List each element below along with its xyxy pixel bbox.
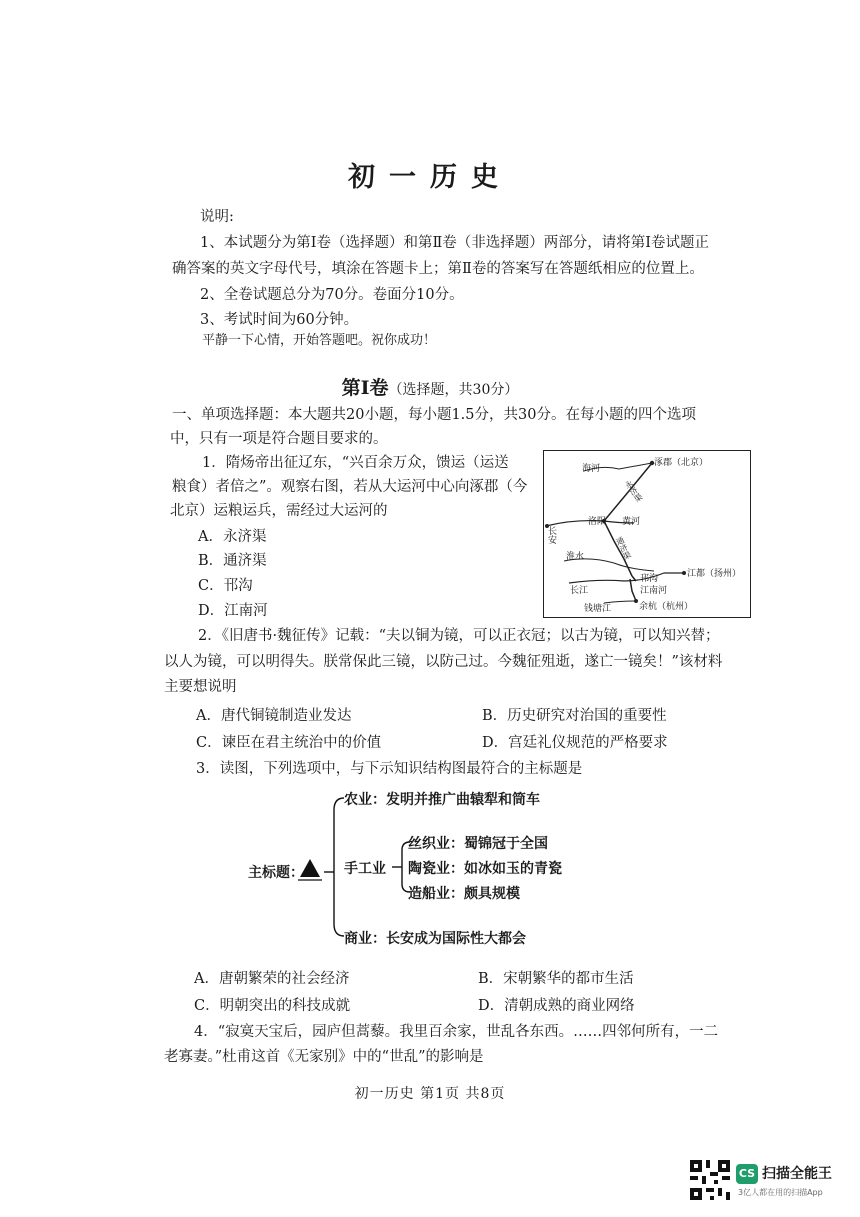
page-footer: 初一历史 第1页 共8页 — [354, 1086, 506, 1102]
q4-line-2: 老寡妻。”杜甫这首《无家别》中的“世乱”的影响是 — [164, 1049, 484, 1065]
part1-line-2: 中，只有一项是符合题目要求的。 — [170, 431, 388, 447]
map-label-yuhang: 余杭（杭州） — [639, 602, 694, 612]
q1-option-b: B．通济渠 — [198, 553, 267, 569]
jiangnanhe-line — [630, 579, 636, 601]
q1-line-3: 北京）运粮运兵，需经过大运河的 — [170, 503, 388, 519]
scanner-app-tagline: 3亿人都在用的扫描App — [738, 1188, 823, 1197]
q2-line-3: 主要想说明 — [164, 679, 237, 695]
section-title-sub: （选择题，共30分） — [388, 382, 519, 398]
q3-line-1: 3．读图，下列选项中，与下示知识结构图最符合的主标题是 — [196, 761, 583, 777]
map-label-luoyang: 洛阳 — [588, 517, 607, 527]
map-label-jiangdu: 江都（扬州） — [687, 569, 742, 579]
grand-canal-map — [543, 450, 751, 618]
intro-line-1b: 确答案的英文字母代号，填涂在答题卡上；第Ⅱ卷的答案写在答题纸相应的位置上。 — [172, 261, 704, 277]
map-label-jiangnanhe: 江南河 — [640, 586, 668, 596]
changjiang-line — [569, 573, 684, 583]
yuhang-dot — [634, 599, 638, 603]
intro-line-4: 平静一下心情，开始答题吧。祝你成功！ — [202, 333, 437, 348]
part1-line-1: 一、单项选择题：本大题共20小题，每小题1.5分，共30分。在每小题的四个选项 — [172, 407, 696, 423]
section-title-main: 第Ⅰ卷 — [341, 377, 389, 399]
diagram-main-title: 主标题： — [248, 865, 304, 881]
q3-option-c: C．明朝突出的科技成就 — [194, 998, 351, 1014]
page-title: 初一历史 — [348, 162, 512, 193]
map-label-qiantangjiang: 钱塘江 — [584, 604, 612, 614]
q2-option-b: B．历史研究对治国的重要性 — [482, 708, 667, 724]
q1-option-d: D．江南河 — [198, 603, 268, 619]
map-label-huanghe: 黄河 — [622, 517, 641, 527]
q3-option-d: D．清朝成熟的商业网络 — [478, 998, 635, 1014]
q4-line-1: 4．“寂寞天宝后，园庐但蒿藜。我里百余家，世乱各东西。……四邻何所有，一二 — [194, 1024, 719, 1040]
q2-line-2: 以人为镜，可以明得失。朕常保此三镜，以防己过。今魏征殂逝，遂亡一镜矣！”该材料 — [164, 654, 723, 670]
q1-line-1: 1．隋炀帝出征辽东，“兴百余万众，馈运（运送 — [202, 455, 509, 471]
q2-option-a: A．唐代铜镜制造业发达 — [196, 708, 352, 724]
q2-option-c: C．谏臣在君主统治中的价值 — [196, 735, 382, 751]
scanner-app-name: 扫描全能王 — [762, 1166, 832, 1182]
cs-logo-icon: CS — [736, 1164, 758, 1184]
intro-heading: 说明: — [200, 209, 234, 225]
map-label-hangou: 邗沟 — [640, 574, 659, 584]
q1-line-2: 粮食）者倍之”。观察右图，若从大运河中心向涿郡（今 — [172, 479, 528, 495]
diagram-handicraft: 手工业 — [344, 861, 386, 877]
map-label-huaihe: 淮水 — [566, 552, 585, 562]
section-title — [0, 373, 860, 400]
q3-option-b: B．宋朝繁华的都市生活 — [478, 971, 634, 987]
map-label-zhuojun: 涿郡（北京） — [654, 458, 709, 468]
diagram-shipbuilding: 造船业：颇具规模 — [408, 886, 520, 902]
diagram-agriculture: 农业：发明并推广曲辕犁和筒车 — [344, 792, 540, 808]
scanner-watermark — [690, 1160, 850, 1204]
q2-option-d: D．宫廷礼仪规范的严格要求 — [482, 735, 668, 751]
diagram-commerce: 商业：长安成为国际性大都会 — [344, 931, 526, 947]
q3-option-a: A．唐朝繁荣的社会经济 — [194, 971, 350, 987]
intro-line-1a: 1、本试题分为第Ⅰ卷（选择题）和第Ⅱ卷（非选择题）两部分，请将第Ⅰ卷试题正 — [200, 235, 710, 251]
q1-option-a: A．永济渠 — [198, 529, 267, 545]
intro-line-2: 2、全卷试题总分为70分。卷面分10分。 — [200, 287, 464, 303]
diagram-silk: 丝织业：蜀锦冠于全国 — [408, 836, 548, 852]
q1-option-c: C．邗沟 — [198, 578, 253, 594]
map-label-changan: 长安 — [546, 526, 556, 544]
diagram-porcelain: 陶瓷业：如冰如玉的青瓷 — [408, 861, 562, 877]
map-label-haihe: 海河 — [582, 464, 601, 474]
map-label-changjiang: 长江 — [570, 586, 589, 596]
knowledge-structure-diagram — [240, 782, 640, 952]
qr-code-icon — [690, 1160, 730, 1200]
jiangdu-dot — [682, 571, 686, 575]
intro-line-3: 3、考试时间为60分钟。 — [200, 312, 359, 328]
map-label-tongjiqu: 通济渠 — [614, 535, 633, 561]
map-label-yongjiqu: 永济渠 — [622, 478, 645, 504]
q2-line-1: 2．《旧唐书·魏征传》记载：“夫以铜为镜，可以正衣冠；以古为镜，可以知兴替； — [198, 628, 720, 644]
main-bracket — [334, 798, 344, 936]
